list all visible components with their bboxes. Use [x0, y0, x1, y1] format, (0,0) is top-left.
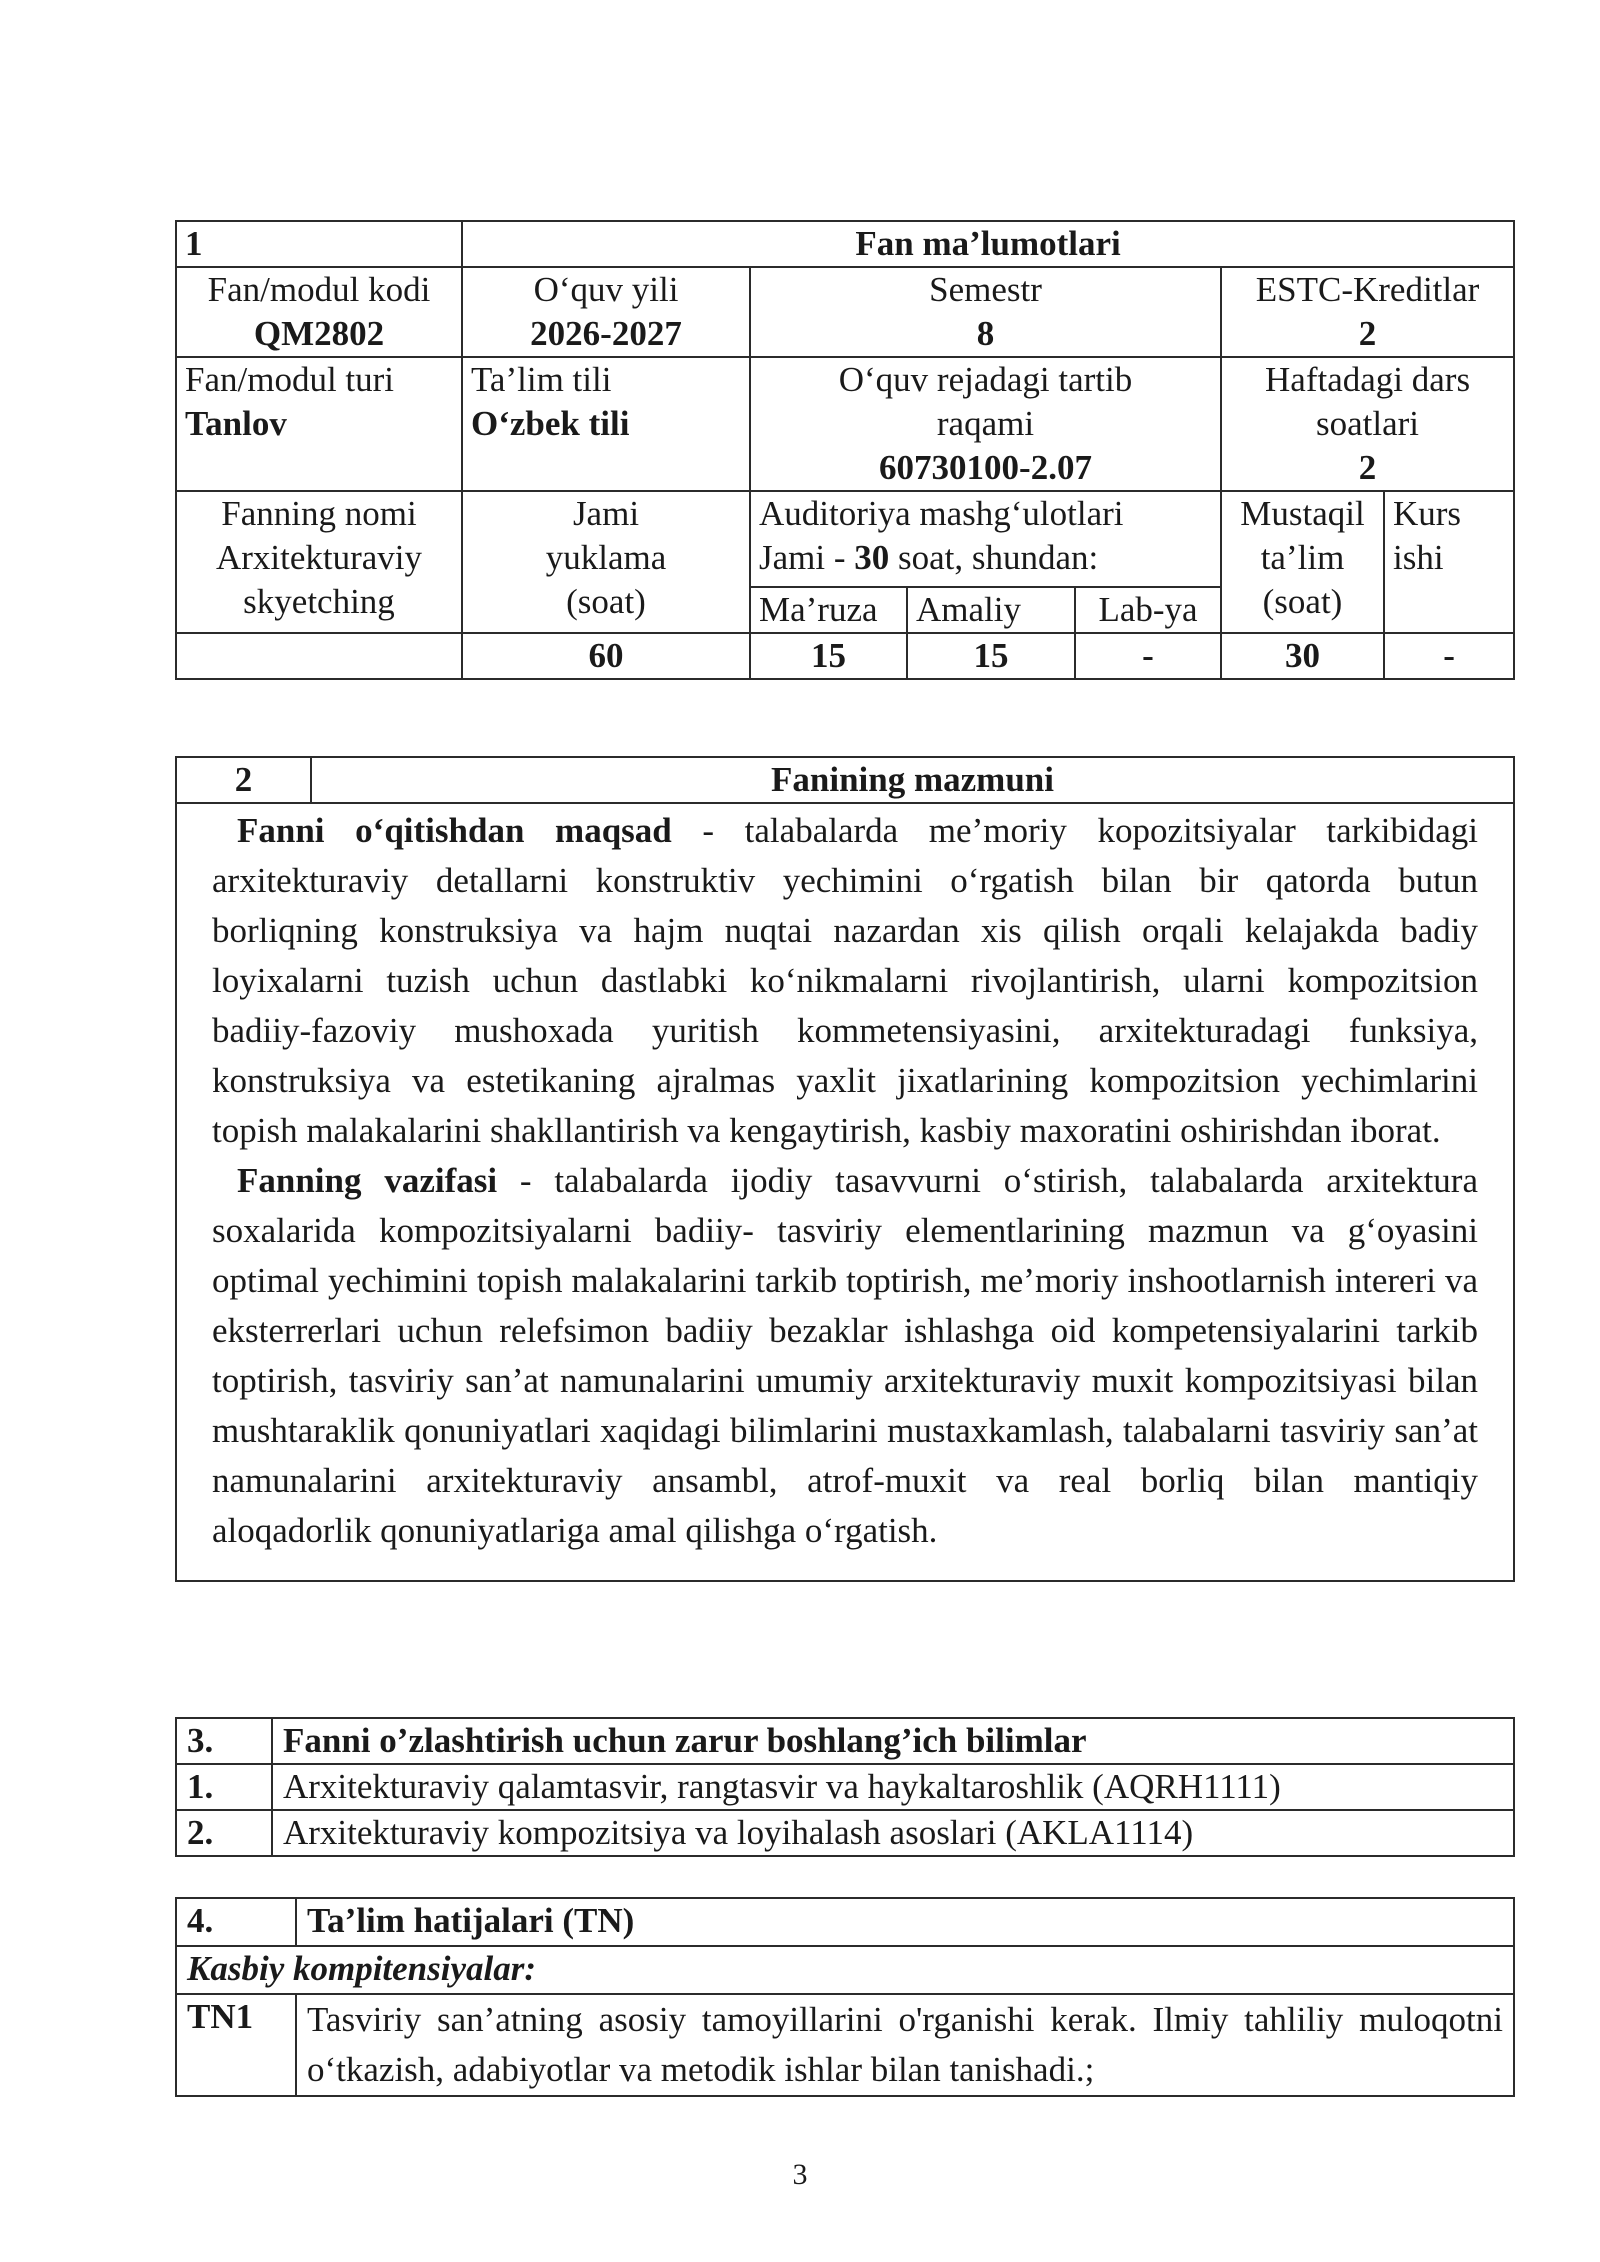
kredit-label: ESTC-Kreditlar	[1255, 270, 1480, 309]
mustaqil-talim-label-3: (soat)	[1262, 582, 1343, 621]
auditoriya-jami-prefix: Jami -	[759, 538, 855, 577]
mustaqil-talim-cell	[1221, 491, 1384, 633]
fan-turi-value: Tanlov	[185, 404, 287, 443]
fan-nomi-value-2: skyetching	[243, 582, 395, 621]
empty-cell	[176, 633, 462, 679]
auditoriya-jami-suffix: soat, shundan:	[889, 538, 1099, 577]
auditoriya-label: Auditoriya mashg‘ulotlari	[759, 494, 1124, 533]
fan-kodi-value: QM2802	[253, 314, 385, 353]
maqsad-lead: Fanni o‘qitishdan maqsad	[237, 811, 672, 850]
kurs-ishi-cell	[1384, 491, 1514, 633]
haftadagi-soat-label-2: soatlari	[1316, 404, 1420, 443]
fan-malumotlari-table	[175, 220, 1515, 680]
list-item: Arxitekturaviy qalamtasvir, rangtasvir va haykaltaroshlik (AQRH1111)	[272, 1764, 1514, 1810]
vazifa-lead: Fanning vazifasi	[237, 1161, 498, 1200]
talim-tili-label: Ta’lim tili	[471, 360, 612, 399]
reja-raqami-label-2: raqami	[936, 404, 1035, 443]
maqsad-paragraph	[212, 806, 1478, 1156]
jami-yuklama-label-2: yuklama	[545, 538, 667, 577]
fan-nomi-label: Fanning nomi	[221, 494, 417, 533]
jami-value: 60	[462, 633, 750, 679]
jami-yuklama-cell	[462, 491, 750, 633]
mazmuni-table	[175, 756, 1515, 1582]
maqsad-text: - talabalarda me’moriy kopozitsiyalar tarkibidagi arxitekturaviy detallarni konstruktiv yechimini o‘rgatish bilan bir qatorda butun borliqning konstruksiya va hajm nuqtai nazardan xis qilish orqali kelajakda badiy loyixalarni tuzish uchun dastlabki ko‘nikmalarni rivojlantirish, ularni kompozitsion badiiy-fazoviy mushoxada yuritish kommetensiyasini, arxitekturadagi funksiya, konstruksiya va estetikaning ajralmas yaxlit jixatlarining kompozitsion yechimlarini topish malakalarini shakllantirish va kengaytirish, kasbiy maxoratini oshirishdan iborat.	[212, 811, 1478, 1150]
haftadagi-soat-label: Haftadagi dars	[1265, 360, 1471, 399]
mazmuni-body	[176, 803, 1514, 1581]
auditoriya-cell	[750, 491, 1221, 587]
reja-raqami-cell	[750, 357, 1221, 491]
list-item-number: 2.	[176, 1810, 272, 1856]
bilimlar-table	[175, 1717, 1515, 1857]
list-item-number: 1.	[176, 1764, 272, 1810]
fan-nomi-value: Arxitekturaviy	[215, 538, 423, 577]
list-item: Arxitekturaviy kompozitsiya va loyihalash asoslari (AKLA1114)	[272, 1810, 1514, 1856]
amaliy-value: 15	[907, 633, 1075, 679]
fan-kodi-cell	[176, 267, 462, 357]
kurs-ishi-label: Kurs	[1393, 494, 1462, 533]
jami-yuklama-label: Jami	[572, 494, 640, 533]
oquv-yili-label: O‘quv yili	[533, 270, 679, 309]
mustaqil-talim-label: Mustaqil	[1240, 494, 1365, 533]
reja-raqami-label: O‘quv rejadagi tartib	[838, 360, 1133, 399]
section-number: 1	[176, 221, 462, 267]
subsection-title: Kasbiy kompitensiyalar:	[176, 1946, 1514, 1994]
section-title: Ta’lim hatijalari (TN)	[296, 1898, 1514, 1946]
tn-description: Tasviriy san’atning asosiy tamoyillarini o'rganishi kerak. Ilmiy tahliliy muloqotni o‘tkazish, adabiyotlar va metodik ishlar bilan tanishadi.;	[296, 1994, 1514, 2096]
vazifa-paragraph	[212, 1156, 1478, 1556]
fan-nomi-cell	[176, 491, 462, 633]
fan-turi-label: Fan/modul turi	[185, 360, 395, 399]
section-title: Fanni o’zlashtirish uchun zarur boshlang’ich bilimlar	[272, 1718, 1514, 1764]
maruza-header: Ma’ruza	[750, 587, 907, 633]
lab-header: Lab-ya	[1075, 587, 1221, 633]
auditoriya-jami-value: 30	[854, 538, 890, 577]
section-number: 2	[176, 757, 311, 803]
section-title: Fan ma’lumotlari	[462, 221, 1514, 267]
kredit-cell	[1221, 267, 1514, 357]
talim-tili-value: O‘zbek tili	[471, 404, 630, 443]
kurs-ishi-label-2: ishi	[1393, 538, 1444, 577]
jami-yuklama-label-3: (soat)	[566, 582, 646, 621]
amaliy-header: Amaliy	[907, 587, 1075, 633]
talim-tili-cell	[462, 357, 750, 491]
page-number: 3	[792, 2158, 808, 2191]
haftadagi-soat-value: 2	[1358, 448, 1377, 487]
tn-code: TN1	[176, 1994, 296, 2096]
auditoriya-jami	[759, 536, 1212, 580]
lab-value: -	[1075, 633, 1221, 679]
mustaqil-value: 30	[1221, 633, 1384, 679]
section-number: 3.	[176, 1718, 272, 1764]
mustaqil-talim-label-2: ta’lim	[1260, 538, 1345, 577]
fan-kodi-label: Fan/modul kodi	[207, 270, 431, 309]
semestr-label: Semestr	[929, 270, 1042, 309]
haftadagi-soat-cell	[1221, 357, 1514, 491]
vazifa-text: - talabalarda ijodiy tasavvurni o‘stirish, talabalarda arxitektura soxalarida kompozitsiyalarni badiiy- tasviriy elementlarining mazmun va g‘oyasini optimal yechimini topish malakalarini tarkib toptirish, me’moriy inshootlarnish intereri va eksterrerlari uchun relefsimon badiiy bezaklar ishlashga oid kompetensiyalarini tarkib toptirish, tasviriy san’at namunalarini umumiy arxitekturaviy muxit kompozitsiyasi bilan mushtaraklik qonuniyatlari xaqidagi bilimlarini mustaxkamlash, talabalarni tasviriy san’at namunalarini arxitekturaviy ansambl, atrof-muxit va real borliq bilan mantiqiy aloqadorlik qonuniyatlariga amal qilishga o‘rgatish.	[212, 1161, 1478, 1550]
fan-turi-cell	[176, 357, 462, 491]
semestr-value: 8	[976, 314, 995, 353]
oquv-yili-value: 2026-2027	[530, 314, 682, 353]
oquv-yili-cell	[462, 267, 750, 357]
kurs-value: -	[1384, 633, 1514, 679]
semestr-cell	[750, 267, 1221, 357]
kredit-value: 2	[1358, 314, 1377, 353]
reja-raqami-value: 60730100-2.07	[879, 448, 1092, 487]
section-title: Fanining mazmuni	[311, 757, 1514, 803]
section-number: 4.	[176, 1898, 296, 1946]
natijalar-table	[175, 1897, 1515, 2097]
maruza-value: 15	[750, 633, 907, 679]
